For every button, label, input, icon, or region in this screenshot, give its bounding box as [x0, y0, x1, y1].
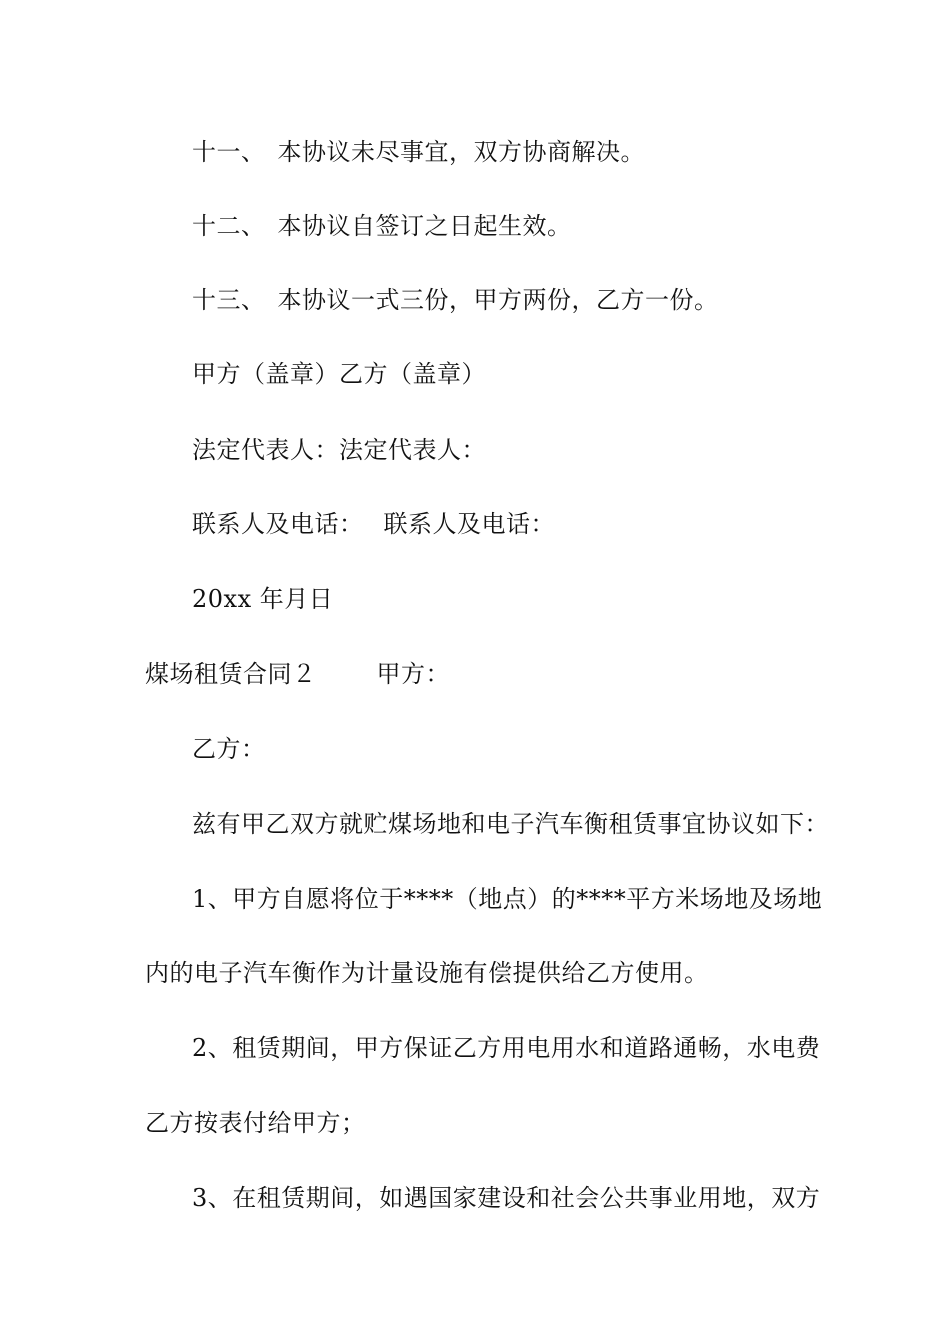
contract-2-heading — [145, 658, 450, 690]
seal-line: 甲方（盖章）乙方（盖章） — [192, 360, 486, 388]
item-1-line-2: 内的电子汽车衡作为计量设施有偿提供给乙方使用。 — [145, 959, 709, 987]
contact-line — [192, 508, 555, 540]
item-2-line-2: 乙方按表付给甲方； — [145, 1109, 366, 1137]
party-b-label: 乙方： — [192, 735, 266, 763]
contract-title: 煤场租赁合同２ — [145, 660, 317, 688]
party-a-label: 甲方： — [376, 660, 450, 688]
contract-intro: 兹有甲乙双方就贮煤场地和电子汽车衡租赁事宜协议如下： — [192, 810, 829, 838]
clause-11 — [192, 136, 645, 168]
item-2-line-1: 2、租赁期间，甲方保证乙方用电用水和道路通畅，水电费 — [192, 1034, 821, 1062]
contact-party-b: 联系人及电话： — [383, 510, 555, 538]
date-line: 20xx 年月日 — [192, 585, 334, 613]
clause-text: 本协议一式三份，甲方两份，乙方一份。 — [277, 286, 719, 314]
item-3-line-1: 3、在租赁期间，如遇国家建设和社会公共事业用地，双方 — [192, 1184, 821, 1212]
clause-12 — [192, 210, 572, 242]
clause-number: 十一、 — [192, 138, 266, 166]
representative-line: 法定代表人：法定代表人： — [192, 436, 486, 464]
clause-13 — [192, 284, 719, 316]
clause-number: 十二、 — [192, 212, 266, 240]
clause-text: 本协议自签订之日起生效。 — [277, 212, 572, 240]
contact-party-a: 联系人及电话： — [192, 510, 364, 538]
item-1-line-1: 1、甲方自愿将位于****（地点）的****平方米场地及场地 — [192, 885, 823, 913]
clause-text: 本协议未尽事宜，双方协商解决。 — [277, 138, 645, 166]
clause-number: 十三、 — [192, 286, 266, 314]
